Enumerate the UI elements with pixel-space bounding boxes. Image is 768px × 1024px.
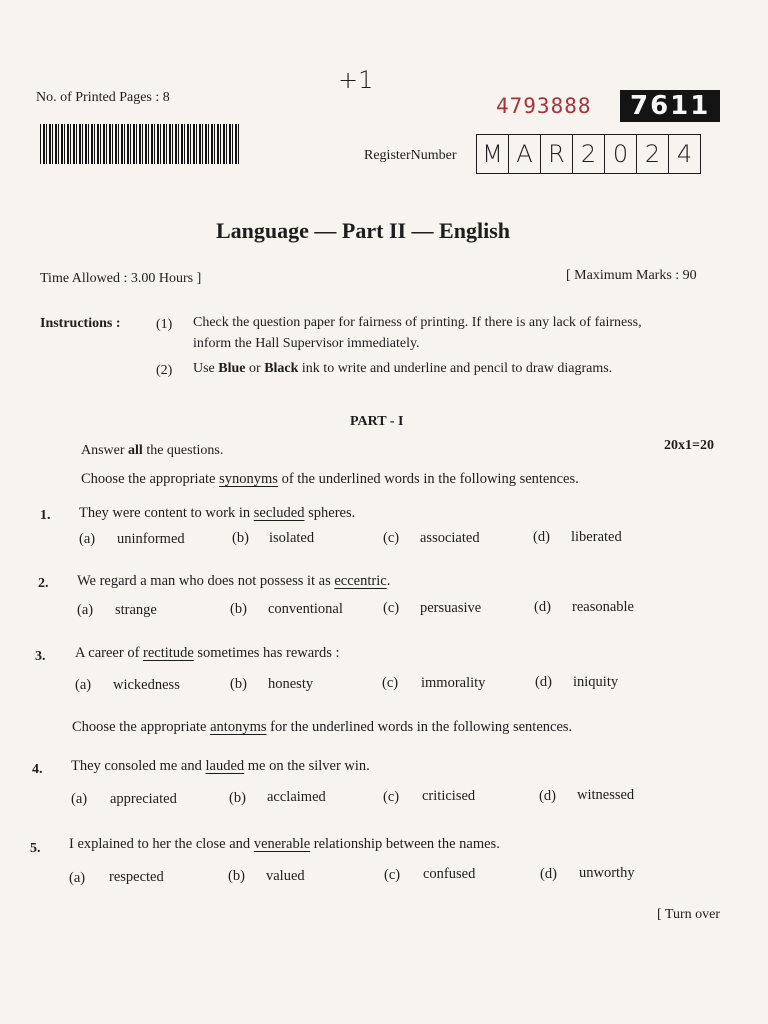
option-label: (c) [383, 530, 400, 546]
register-char: A [509, 135, 541, 173]
option-text: confused [423, 866, 476, 882]
register-char: 4 [676, 140, 693, 168]
instructions-label: Instructions : [40, 316, 121, 331]
question-text: They were content to work in secluded spheres. [79, 505, 356, 521]
paper-title: Language — Part II — English [216, 218, 510, 243]
option-text: persuasive [420, 600, 482, 616]
option-text: honesty [268, 676, 314, 692]
option-text: acclaimed [267, 789, 326, 805]
register-number-label: RegisterNumber [364, 148, 457, 163]
option-label: (c) [384, 867, 401, 883]
option-label: (d) [534, 599, 551, 615]
register-char: M [477, 135, 509, 173]
option-label: (b) [230, 601, 247, 617]
question-number: 2. [38, 576, 49, 591]
option-text: strange [115, 602, 157, 618]
underlined-word: lauded [205, 758, 245, 774]
instruction-text: inform the Hall Supervisor immediately. [193, 336, 420, 351]
instruction-text: Use Blue or Black ink to write and underline and pencil to draw diagrams. [193, 361, 613, 376]
option-label: (a) [77, 602, 94, 618]
handwritten-mark: +1 [338, 66, 374, 94]
option-text: immorality [421, 675, 486, 691]
barcode [40, 124, 240, 164]
option-text: reasonable [572, 599, 634, 615]
question-text: We regard a man who does not possess it as eccentric. [77, 573, 391, 589]
question-number: 4. [32, 762, 43, 777]
option-text: appreciated [110, 791, 177, 807]
register-char: R [541, 135, 573, 173]
option-label: (c) [382, 675, 399, 691]
option-label: (a) [71, 791, 88, 807]
paper-code: 7611 [620, 90, 720, 122]
underlined-word: venerable [253, 836, 311, 852]
option-text: iniquity [573, 674, 619, 690]
option-label: (d) [539, 788, 556, 804]
option-label: (d) [533, 529, 550, 545]
underlined-word: rectitude [143, 645, 194, 661]
option-text: valued [266, 868, 305, 884]
option-text: wickedness [113, 677, 180, 693]
instruction-number: (1) [156, 317, 173, 332]
option-label: (c) [383, 600, 400, 616]
instruction-text: Check the question paper for fairness of printing. If there is any lack of fairness, [193, 315, 642, 330]
option-label: (d) [535, 674, 552, 690]
option-text: conventional [268, 601, 343, 617]
printed-pages-note: No. of Printed Pages : 8 [36, 90, 170, 105]
time-allowed: Time Allowed : 3.00 Hours ] [40, 271, 202, 286]
register-char: 2 [573, 135, 605, 173]
synonyms-direction: Choose the appropriate synonyms of the underlined words in the following sentences. [81, 471, 579, 487]
question-text: They consoled me and lauded me on the silver win. [71, 758, 370, 774]
marks-allocation: 20x1=20 [664, 438, 714, 453]
option-text: unworthy [579, 865, 635, 881]
question-number: 3. [35, 649, 46, 664]
register-char: 0 [605, 135, 637, 173]
turn-over-note: [ Turn over [657, 907, 721, 922]
underlined-word: eccentric [334, 573, 387, 589]
option-text: criticised [422, 788, 476, 804]
register-number-boxes [476, 134, 701, 174]
option-text: isolated [269, 530, 315, 546]
serial-number: 4793888 [496, 94, 592, 118]
part-heading: PART - I [350, 414, 404, 429]
option-text: witnessed [577, 787, 635, 803]
option-text: uninformed [117, 531, 185, 547]
option-label: (b) [232, 530, 249, 546]
underlined-word: secluded [253, 505, 305, 521]
option-text: liberated [571, 529, 622, 545]
question-number: 1. [40, 508, 51, 523]
instruction-number: (2) [156, 363, 173, 378]
question-text: A career of rectitude sometimes has rewards : [75, 645, 340, 661]
option-label: (c) [383, 789, 400, 805]
option-label: (b) [228, 868, 245, 884]
question-number: 5. [30, 841, 41, 856]
option-text: respected [109, 869, 164, 885]
option-label: (a) [75, 677, 92, 693]
answer-instruction: Answer all the questions. [81, 443, 224, 458]
antonyms-direction: Choose the appropriate antonyms for the underlined words in the following sentences. [72, 719, 573, 735]
maximum-marks: [ Maximum Marks : 90 [566, 268, 697, 283]
option-label: (d) [540, 866, 557, 882]
option-label: (a) [79, 531, 96, 547]
option-text: associated [420, 530, 480, 546]
option-label: (a) [69, 870, 86, 886]
option-label: (b) [229, 790, 246, 806]
question-text: I explained to her the close and venerable relationship between the names. [69, 836, 500, 852]
option-label: (b) [230, 676, 247, 692]
register-char: 2 [637, 135, 669, 173]
